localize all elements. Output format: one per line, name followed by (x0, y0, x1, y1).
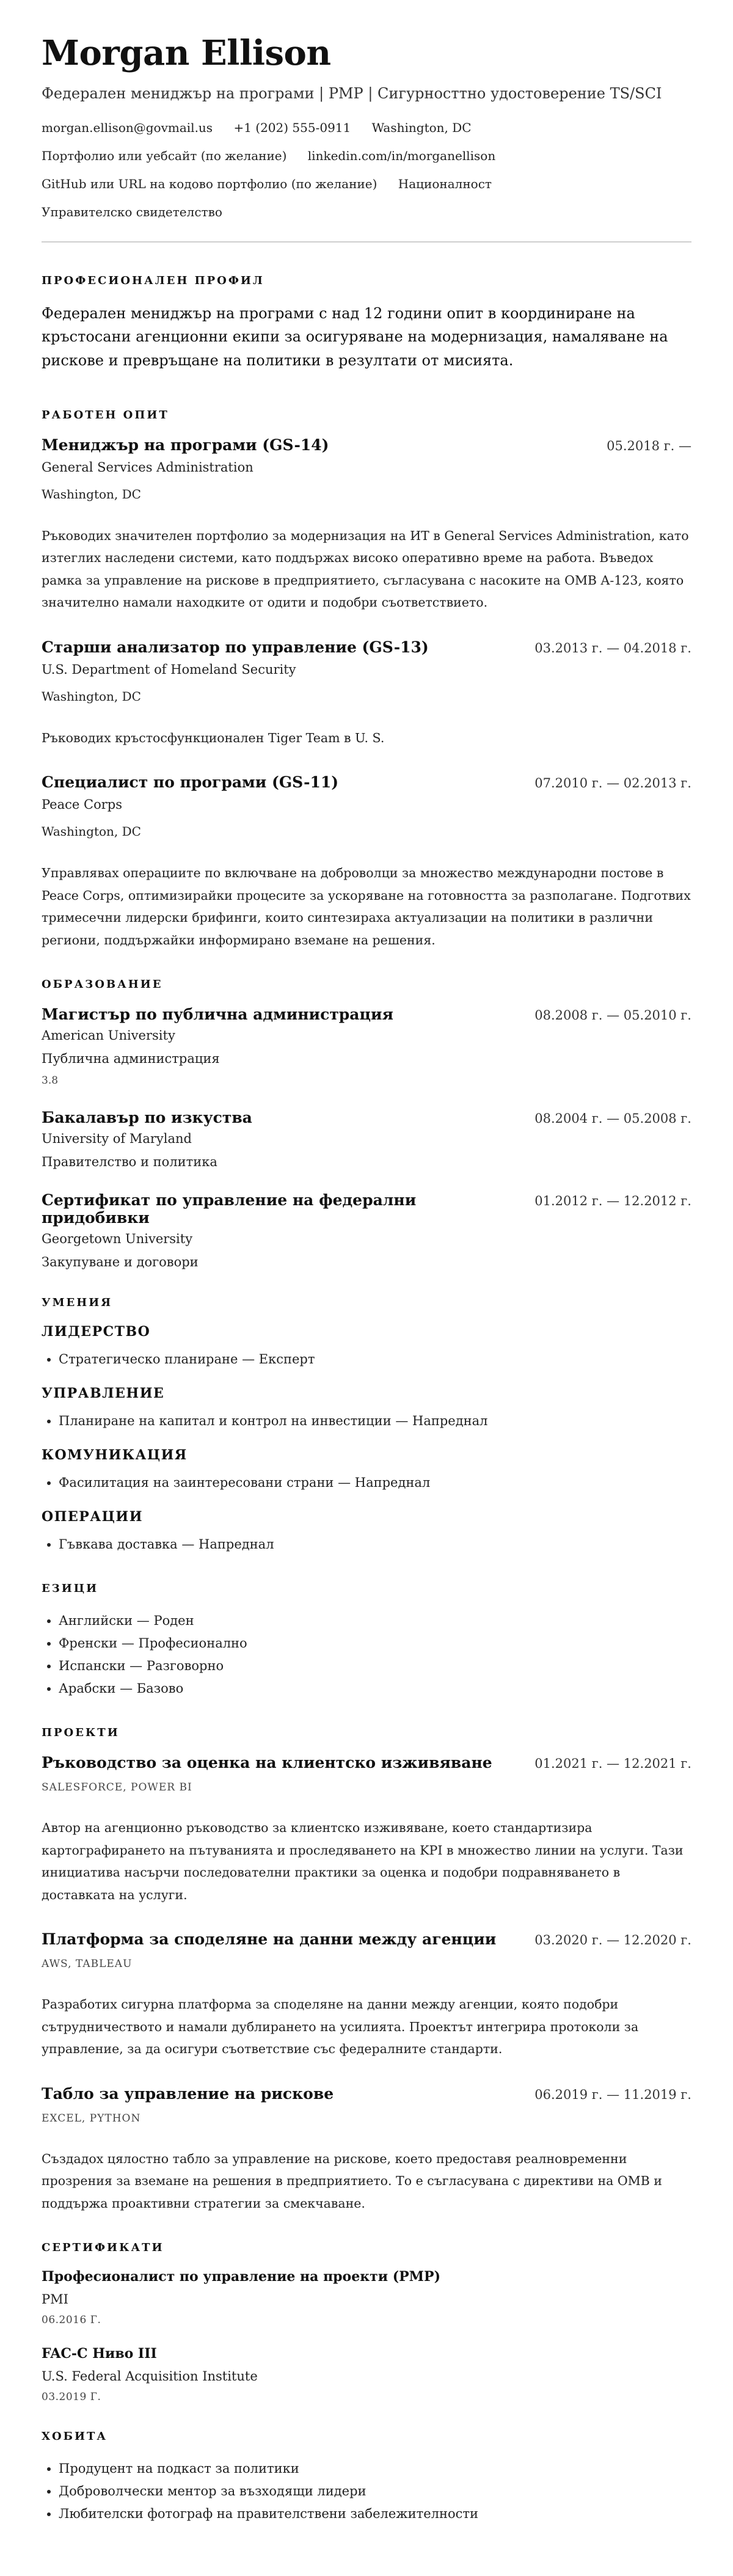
job-header (42, 638, 691, 656)
certifications-title: СЕРТИФИКАТИ (42, 2241, 164, 2255)
skill-category: УПРАВЛЕНИЕ (42, 1385, 165, 1402)
skill-category: КОМУНИКАЦИЯ (42, 1447, 188, 1463)
project-description: Създадох цялостно табло за управление на рискове, което предоставя реалновременни прозрения за вземане на решения в предприятието. То е съгласувана с директиви на OMB и поддържа проактивни стратегии за смекчаване. (42, 2151, 662, 2211)
project-tech: AWS, TABLEAU (42, 1958, 133, 1971)
skill-list (42, 1533, 691, 1556)
candidate-name: Morgan Ellison (42, 33, 331, 73)
job-entry (42, 773, 691, 951)
certification-date: 06.2016 Г. (42, 2314, 101, 2327)
nationality: Националност (398, 176, 492, 191)
skill-list (42, 1472, 691, 1494)
skill-item: • Фасилитация на заинтересовани страни — Напреднал (59, 1472, 691, 1494)
certification-issuer: PMI (42, 2292, 68, 2307)
job-header (42, 436, 691, 454)
job-location: Washington, DC (42, 486, 141, 502)
field-of-study: Закупуване и договори (42, 1255, 199, 1270)
contact-row-1 (42, 119, 691, 136)
education-header (42, 1109, 691, 1126)
languages-title: ЕЗИЦИ (42, 1582, 99, 1596)
language-item: • Арабски — Базово (59, 1677, 691, 1700)
certification-issuer: U.S. Federal Acquisition Institute (42, 2369, 258, 2384)
skill-category: ЛИДЕРСТВО (42, 1324, 151, 1340)
job-date: 07.2010 г. — 02.2013 г. (534, 776, 691, 791)
certifications-section (42, 2241, 691, 2403)
project-date: 03.2020 г. — 12.2020 г. (534, 1933, 691, 1948)
school-name: University of Maryland (42, 1131, 192, 1147)
project-date: 01.2021 г. — 12.2021 г. (534, 1756, 691, 1771)
job-org: U.S. Department of Homeland Security (42, 662, 296, 677)
job-org: General Services Administration (42, 459, 253, 475)
job-description: Ръководих кръстосфункционален Tiger Team в U. S. (42, 730, 385, 745)
project-header (42, 2085, 691, 2103)
header-divider (42, 241, 691, 243)
education-section (42, 978, 691, 1269)
certification-entry (42, 2346, 691, 2403)
certification-name: FAC-C Ниво III (42, 2346, 157, 2362)
project-header (42, 1930, 691, 1948)
portfolio-link[interactable]: Портфолио или уебсайт (по желание) (42, 148, 287, 163)
hobbies-title: ХОБИТА (42, 2430, 108, 2443)
project-name: Табло за управление на рискове (42, 2084, 334, 2103)
job-header (42, 773, 691, 791)
school-name: Georgetown University (42, 1231, 193, 1247)
project-tech: EXCEL, PYTHON (42, 2112, 141, 2125)
field-of-study: Публична администрация (42, 1051, 220, 1067)
summary-title: ПРОФЕСИОНАЛЕН ПРОФИЛ (42, 274, 264, 287)
job-entry (42, 638, 691, 749)
degree-title: Бакалавър по изкуства (42, 1109, 252, 1127)
school-name: American University (42, 1028, 175, 1043)
projects-title: ПРОЕКТИ (42, 1726, 120, 1740)
certification-date: 03.2019 Г. (42, 2391, 101, 2404)
projects-section (42, 1726, 691, 2214)
hobby-item: • Доброволчески ментор за възходящи лидери (59, 2480, 691, 2503)
skills-section (42, 1296, 691, 1555)
github-link[interactable]: GitHub или URL на кодово портфолио (по желание) (42, 176, 377, 191)
hobby-item: • Любителски фотограф на правителствени забележителности (59, 2503, 691, 2525)
hobbies-section (42, 2430, 691, 2525)
project-tech: SALESFORCE, POWER BI (42, 1781, 192, 1794)
language-list (42, 1610, 691, 1699)
skill-category: ОПЕРАЦИИ (42, 1508, 143, 1525)
education-entry (42, 1109, 691, 1169)
project-date: 06.2019 г. — 11.2019 г. (534, 2087, 691, 2102)
hobby-item: • Продуцент на подкаст за политики (59, 2457, 691, 2480)
phone-number[interactable]: +1 (202) 555-0911 (233, 120, 351, 135)
summary-text: Федерален мениджър на програми с над 12 години опит в координиране на кръстосани агенционни екипи за осигуряване на модернизация, намаляване на рискове и превръщане на политики в резултати от мисията. (42, 304, 668, 369)
resume-header (42, 35, 691, 221)
skill-list (42, 1410, 691, 1432)
education-date: 08.2008 г. — 05.2010 г. (534, 1008, 691, 1023)
linkedin-link[interactable]: linkedin.com/in/morganellison (307, 148, 496, 163)
skill-item: • Планиране на капитал и контрол на инвестиции — Напреднал (59, 1410, 691, 1432)
job-title: Старши анализатор по управление (GS-13) (42, 638, 429, 656)
degree-title: Сертификат по управление на федерални придобивки (42, 1191, 417, 1227)
certification-entry (42, 2269, 691, 2326)
project-description: Разработих сигурна платформа за споделяне на данни между агенции, която подобри сътрудничеството и намали дублирането на усилията. Проектът интегрира протоколи за управление, за да осигури съответствие със федералните стандарти. (42, 1997, 639, 2057)
language-item: • Френски — Професионално (59, 1632, 691, 1655)
job-title: Мениджър на програми (GS-14) (42, 436, 329, 454)
job-description: Управлявах операциите по включване на доброволци за множество международни постове в Peace Corps, оптимизирайки процесите за ускоряване на готовността за разполагане. Подготвих тримесечни лидерски брифинги, които синтезираха актуализации на политики в различни региони, поддържайки информирано вземане на решения. (42, 866, 691, 947)
contact-row-3 (42, 175, 691, 192)
education-date: 01.2012 г. — 12.2012 г. (534, 1194, 691, 1209)
education-title: ОБРАЗОВАНИЕ (42, 978, 163, 991)
job-date: 03.2013 г. — 04.2018 г. (534, 640, 691, 655)
degree-title: Магистър по публична администрация (42, 1005, 393, 1024)
skill-item: • Стратегическо планиране — Експерт (59, 1348, 691, 1371)
job-title: Специалист по програми (GS-11) (42, 773, 339, 792)
education-entry (42, 1005, 691, 1087)
language-item: • Испански — Разговорно (59, 1655, 691, 1677)
education-header (42, 1005, 691, 1023)
summary-section (42, 274, 691, 372)
education-date: 08.2004 г. — 05.2008 г. (534, 1111, 691, 1126)
certification-name: Професионалист по управление на проекти (PMP) (42, 2269, 440, 2285)
gpa: 3.8 (42, 1075, 59, 1087)
license: Управителско свидетелство (42, 204, 222, 219)
project-entry (42, 2085, 691, 2214)
project-name: Платформа за споделяне на данни между агенции (42, 1930, 497, 1949)
skill-list (42, 1348, 691, 1371)
project-description: Автор на агенционно ръководство за клиентско изживяване, което стандартизира картографирането на пътуванията и проследяването на KPI в множество линии на услуги. Тази инициатива насърчи последователни практики за оценка и подобри подравняването в доставката на услуги. (42, 1820, 684, 1902)
education-header (42, 1191, 691, 1227)
job-location: Washington, DC (42, 688, 141, 704)
project-header (42, 1754, 691, 1771)
email-link[interactable]: morgan.ellison@govmail.us (42, 120, 213, 135)
hobby-list (42, 2457, 691, 2525)
languages-section (42, 1582, 691, 1699)
project-entry (42, 1930, 691, 2060)
job-entry (42, 436, 691, 614)
location: Washington, DC (371, 120, 472, 135)
contact-row-4 (42, 203, 691, 221)
project-entry (42, 1754, 691, 1906)
language-item: • Английски — Роден (59, 1610, 691, 1632)
skills-title: УМЕНИЯ (42, 1296, 113, 1310)
skill-item: • Гъвкава доставка — Напреднал (59, 1533, 691, 1556)
experience-title: РАБОТЕН ОПИТ (42, 408, 169, 421)
experience-section (42, 409, 691, 951)
job-description: Ръководих значителен портфолио за модернизация на ИТ в General Services Administration, като изтеглих наследени системи, като поддържах високо оперативно време на работа. Въведох рамка за управление на рискове в предприятието, съгласувана с насоките на OMB A-123, която значително намали находките от одити и подобри съответствието. (42, 528, 689, 610)
contact-row-2 (42, 147, 691, 164)
education-entry (42, 1191, 691, 1269)
job-org: Peace Corps (42, 797, 122, 812)
job-location: Washington, DC (42, 824, 141, 839)
field-of-study: Правителство и политика (42, 1155, 217, 1170)
headline: Федерален мениджър на програми | PMP | Сигурносттно удостоверение TS/SCI (42, 84, 662, 102)
job-date: 05.2018 г. — (607, 438, 691, 453)
project-name: Ръководство за оценка на клиентско изживяване (42, 1754, 492, 1772)
